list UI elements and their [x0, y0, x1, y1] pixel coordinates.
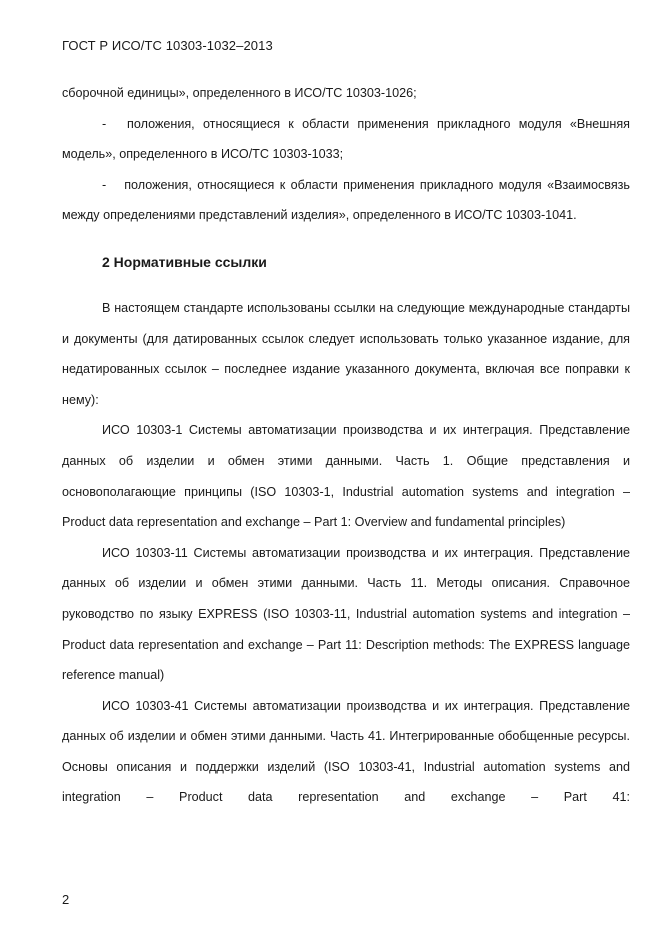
scope-paragraph-3: - положения, относящиеся к области применения прикладного модуля «Взаимосвязь между определениями представлений изделия», определенного в ИСО/ТС 10303-1041. [62, 177, 630, 223]
document-body [62, 78, 630, 813]
section-intro-paragraph: В настоящем стандарте использованы ссылки на следующие международные стандарты и документы (для датированных ссылок следует использовать только указанное издание, для недатированных ссылок – последнее издание указанного документа, включая все поправки к нему): [62, 300, 630, 407]
scope-paragraph-1: сборочной единицы», определенного в ИСО/ТС 10303-1026; [62, 86, 417, 100]
reference-iso-10303-41: ИСО 10303-41 Системы автоматизации производства и их интеграция. Представление данных об изделии и обмен этими данными. Часть 41. Интегрированные обобщенные ресурсы. Основы описания и поддержки изделий (ISO 10303-41, Industrial automation systems and integration – Product data representation and exchange – Part 41: [62, 698, 630, 805]
scope-paragraph-2: - положения, относящиеся к области применения прикладного модуля «Внешняя модель», определенного в ИСО/ТС 10303-1033; [62, 116, 630, 162]
section-heading: 2 Нормативные ссылки [102, 253, 267, 270]
reference-iso-10303-11: ИСО 10303-11 Системы автоматизации производства и их интеграция. Представление данных об изделии и обмен этими данными. Часть 11. Методы описания. Справочное руководство по языку EXPRESS (ISO 10303-11, Industrial automation systems and integration – Product data representation and exchange – Part 11: Description methods: The EXPRESS language reference manual) [62, 545, 630, 683]
document-header: ГОСТ Р ИСО/ТС 10303-1032–2013 [62, 38, 273, 53]
reference-iso-10303-1: ИСО 10303-1 Системы автоматизации производства и их интеграция. Представление данных об изделии и обмен этими данными. Часть 1. Общие представления и основополагающие принципы (ISO 10303-1, Industrial automation systems and integration – Product data representation and exchange – Part 1: Overview and fundamental principles) [62, 423, 630, 530]
page-number: 2 [62, 892, 70, 907]
